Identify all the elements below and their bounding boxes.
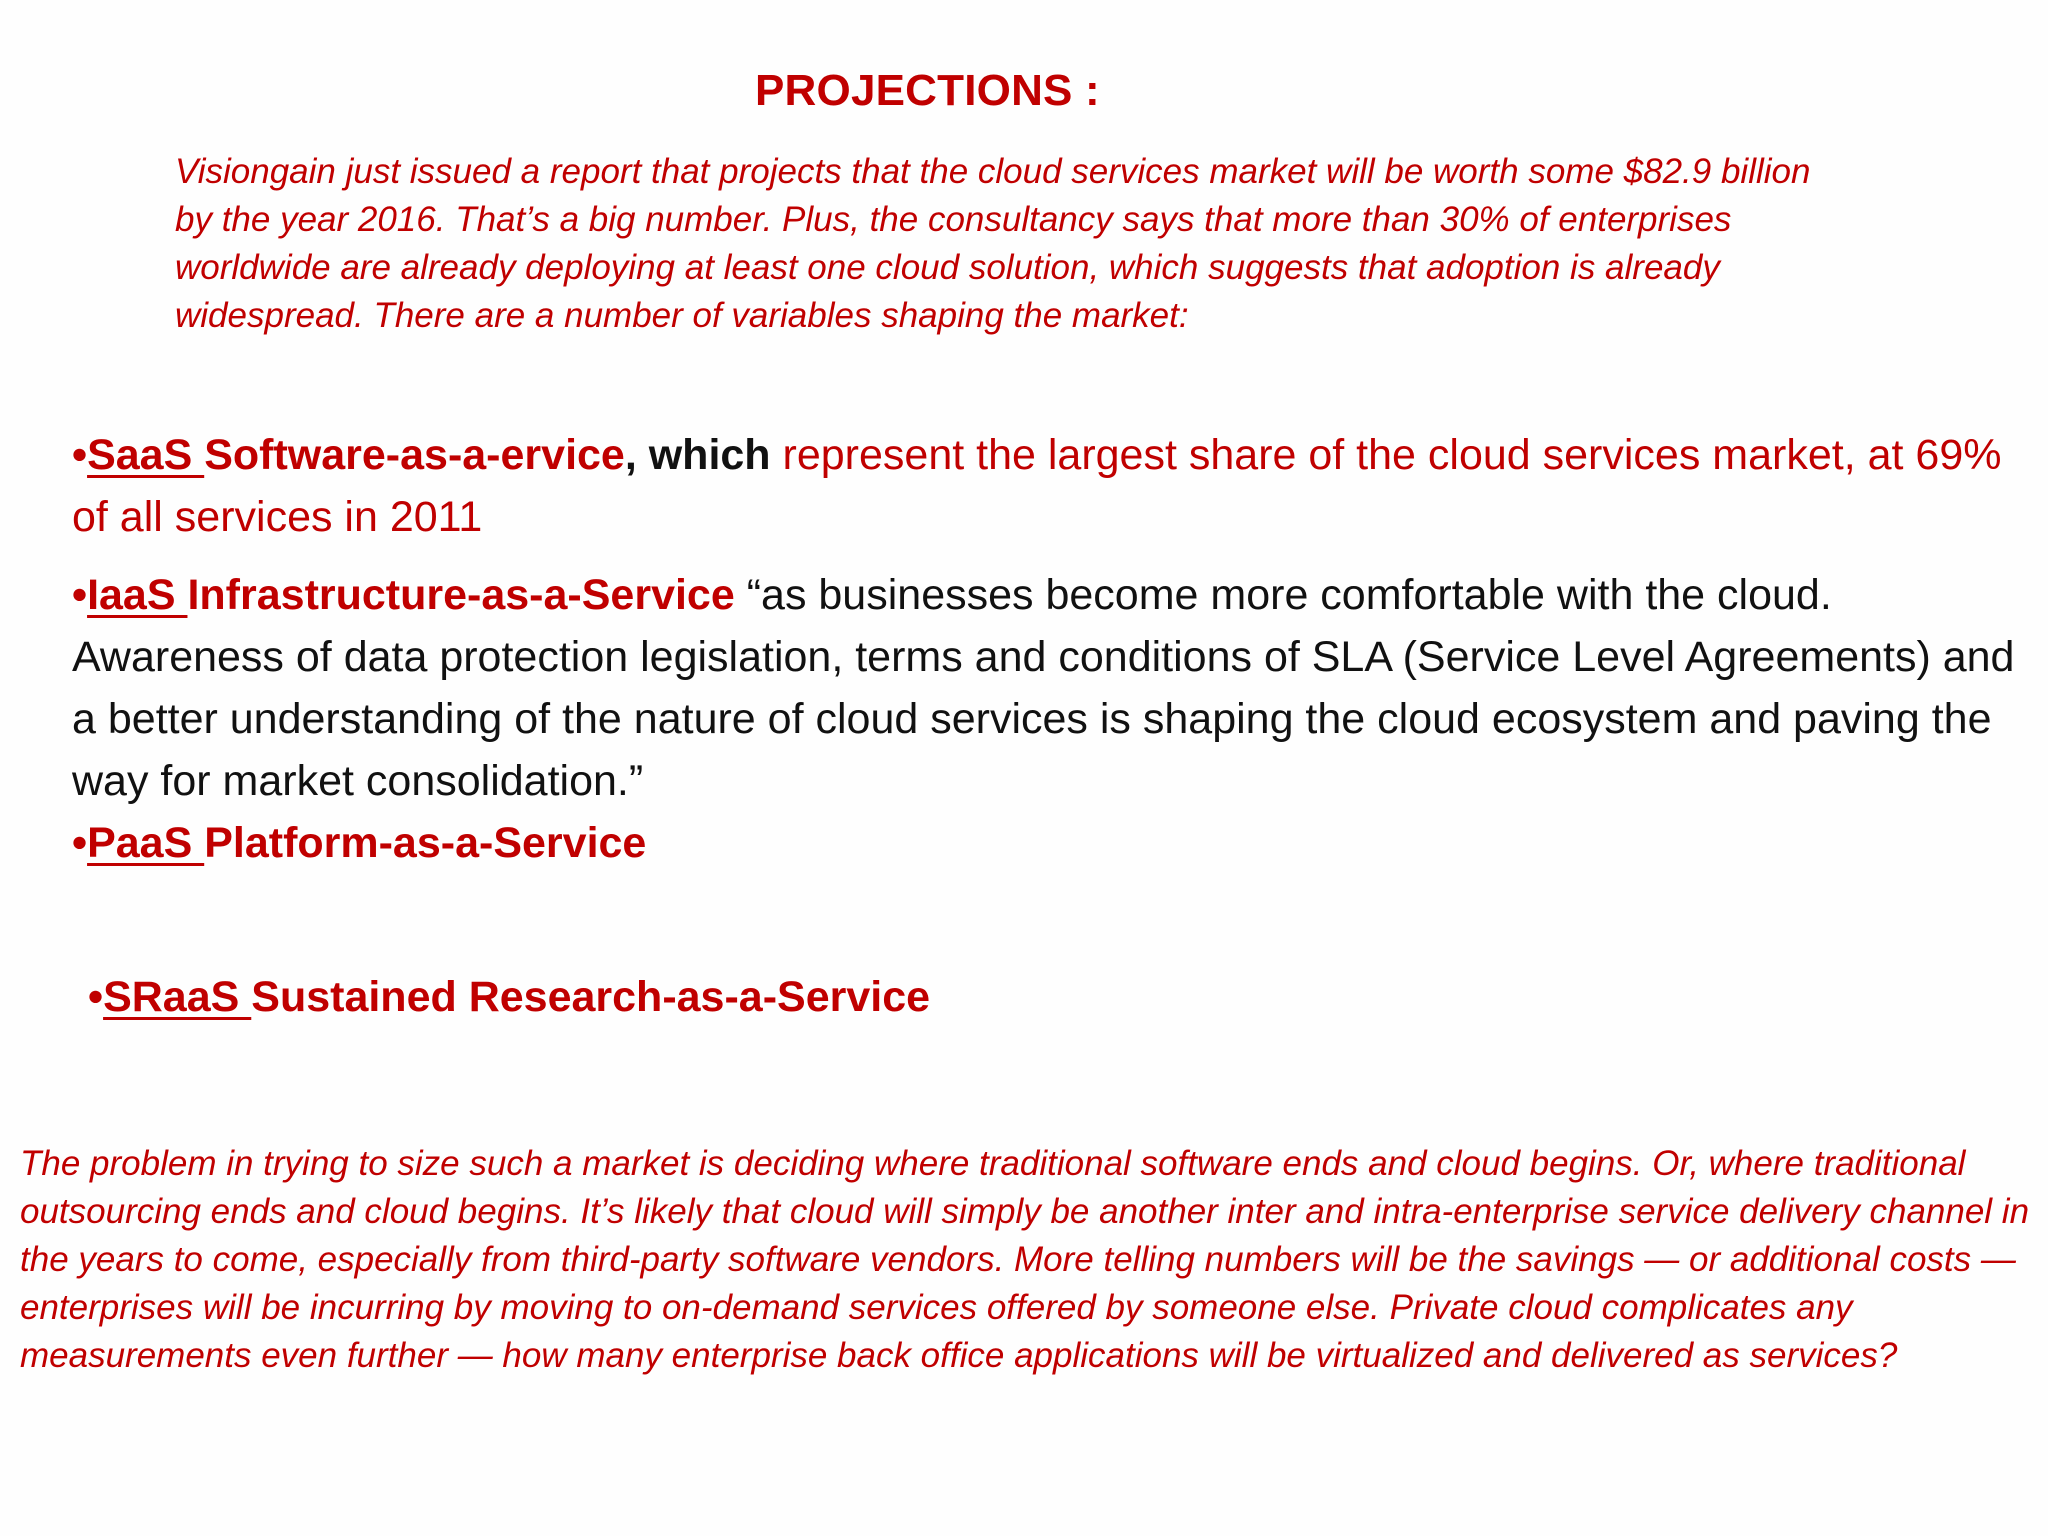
sraas-name: Sustained Research-as-a-Service: [251, 973, 931, 1021]
saas-description: represent the largest share of the cloud services market, at 69% of all services in 2011: [72, 431, 2002, 541]
sraas-abbreviation: SRaaS: [103, 973, 252, 1021]
closing-paragraph: The problem in trying to size such a market is deciding where traditional software ends and cloud begins. Or, where traditional outsourcing ends and cloud begins. It’s likely that cloud will simply be another inter and intra-enterprise service delivery channel in the years to come, especially from third-party software vendors. More telling numbers will be the savings — or additional costs — enterprises will be incurring by moving to on-demand services offered by someone else. Private cloud complicates any measurements even further — how many enterprise back office applications will be virtualized and delivered as services?: [20, 1144, 2030, 1375]
bullet-paas: [72, 812, 2032, 874]
paas-abbreviation: PaaS: [87, 819, 205, 867]
saas-abbreviation: SaaS: [87, 431, 205, 479]
saas-connector: , which: [624, 431, 771, 479]
bullet-iaas: [72, 564, 2032, 812]
bullet-marker: •: [72, 571, 88, 619]
intro-paragraph: Visiongain just issued a report that projects that the cloud services market will be worth some $82.9 billion by the year 2016. That’s a big number. Plus, the consultancy says that more than 30% of enterprises worldwide are already deploying at least one cloud solution, which suggests that adoption is already widespread. There are a number of variables shaping the market:: [175, 152, 1811, 335]
iaas-quote: “as businesses become more comfortable with the cloud. Awareness of data protection legislation, terms and conditions of SLA (Service Level Agreements) and a better understanding of the nature of cloud services is shaping the cloud ecosystem and paving the way for market consolidation.”: [72, 571, 2015, 805]
bullet-marker: •: [72, 431, 88, 479]
saas-name: Software-as-a-ervice: [204, 431, 625, 479]
slide-title: PROJECTIONS :: [755, 66, 1100, 115]
bullet-saas: [72, 424, 2032, 548]
bullet-sraas: [88, 966, 2048, 1028]
bullet-marker: •: [88, 973, 104, 1021]
iaas-abbreviation: IaaS: [87, 571, 188, 619]
iaas-name: Infrastructure-as-a-Service: [187, 571, 735, 619]
paas-name: Platform-as-a-Service: [204, 819, 647, 867]
bullet-marker: •: [72, 819, 88, 867]
